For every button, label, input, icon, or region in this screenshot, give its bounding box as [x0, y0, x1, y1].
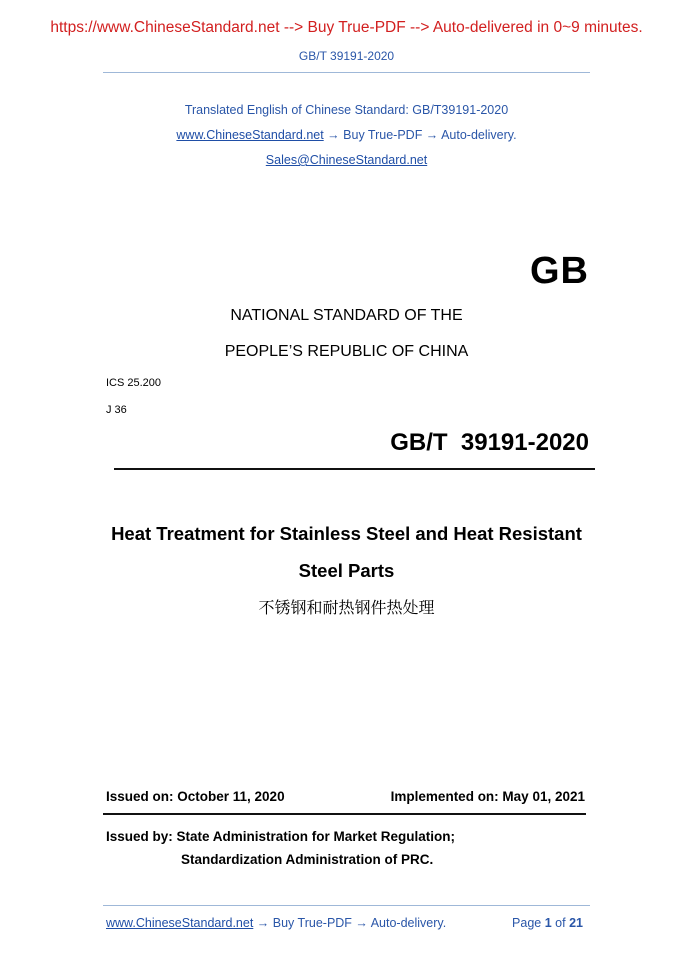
page-number: 1 — [544, 916, 552, 930]
intro-line1: Translated English of Chinese Standard: GB/T39191-2020 — [184, 103, 509, 117]
ics-code: ICS 25.200 — [106, 377, 162, 389]
implemented-date: Implemented on: May 01, 2021 — [390, 789, 585, 804]
page-label: Page — [512, 916, 542, 930]
issuer-line2: Standardization Administration of PRC. — [181, 852, 434, 867]
intro-line2-rest: → Buy True-PDF → Auto-delivery. — [323, 128, 517, 142]
standard-number: GB/T 39191-2020 — [390, 429, 589, 456]
national-line2: PEOPLE’S REPUBLIC OF CHINA — [224, 343, 469, 360]
header-code: GB/T 39191-2020 — [298, 49, 395, 63]
footer-rest: → Buy True-PDF → Auto-delivery. — [253, 916, 447, 930]
page-indicator — [512, 916, 583, 930]
of-label: of — [555, 916, 566, 930]
ccs-code: J 36 — [106, 404, 127, 416]
issued-date: Issued on: October 11, 2020 — [106, 789, 285, 804]
top-banner[interactable]: https://www.ChineseStandard.net --> Buy True-PDF --> Auto-delivered in 0~9 minutes. — [50, 19, 643, 36]
title-en-line1: Heat Treatment for Stainless Steel and Heat Resistant — [111, 523, 582, 544]
dates-rule — [103, 813, 586, 815]
title-zh: 不锈钢和耐热钢件热处理 — [258, 600, 435, 617]
page-total: 21 — [569, 916, 583, 930]
intro-line2 — [0, 128, 693, 142]
footer-site-link[interactable]: www.ChineseStandard.net — [106, 916, 254, 930]
intro-email-row — [0, 153, 693, 167]
standard-number-rule — [114, 468, 595, 470]
email-link[interactable]: Sales@ChineseStandard.net — [265, 153, 428, 167]
title-en-line2: Steel Parts — [298, 560, 395, 581]
header-rule — [103, 72, 590, 73]
issuer-line1: Issued by: State Administration for Market Regulation; — [106, 829, 456, 844]
national-line1: NATIONAL STANDARD OF THE — [230, 307, 463, 324]
footer-rule — [103, 905, 590, 906]
site-link[interactable]: www.ChineseStandard.net — [176, 128, 324, 142]
gb-logo: GB — [530, 250, 589, 292]
footer-links — [106, 916, 446, 930]
